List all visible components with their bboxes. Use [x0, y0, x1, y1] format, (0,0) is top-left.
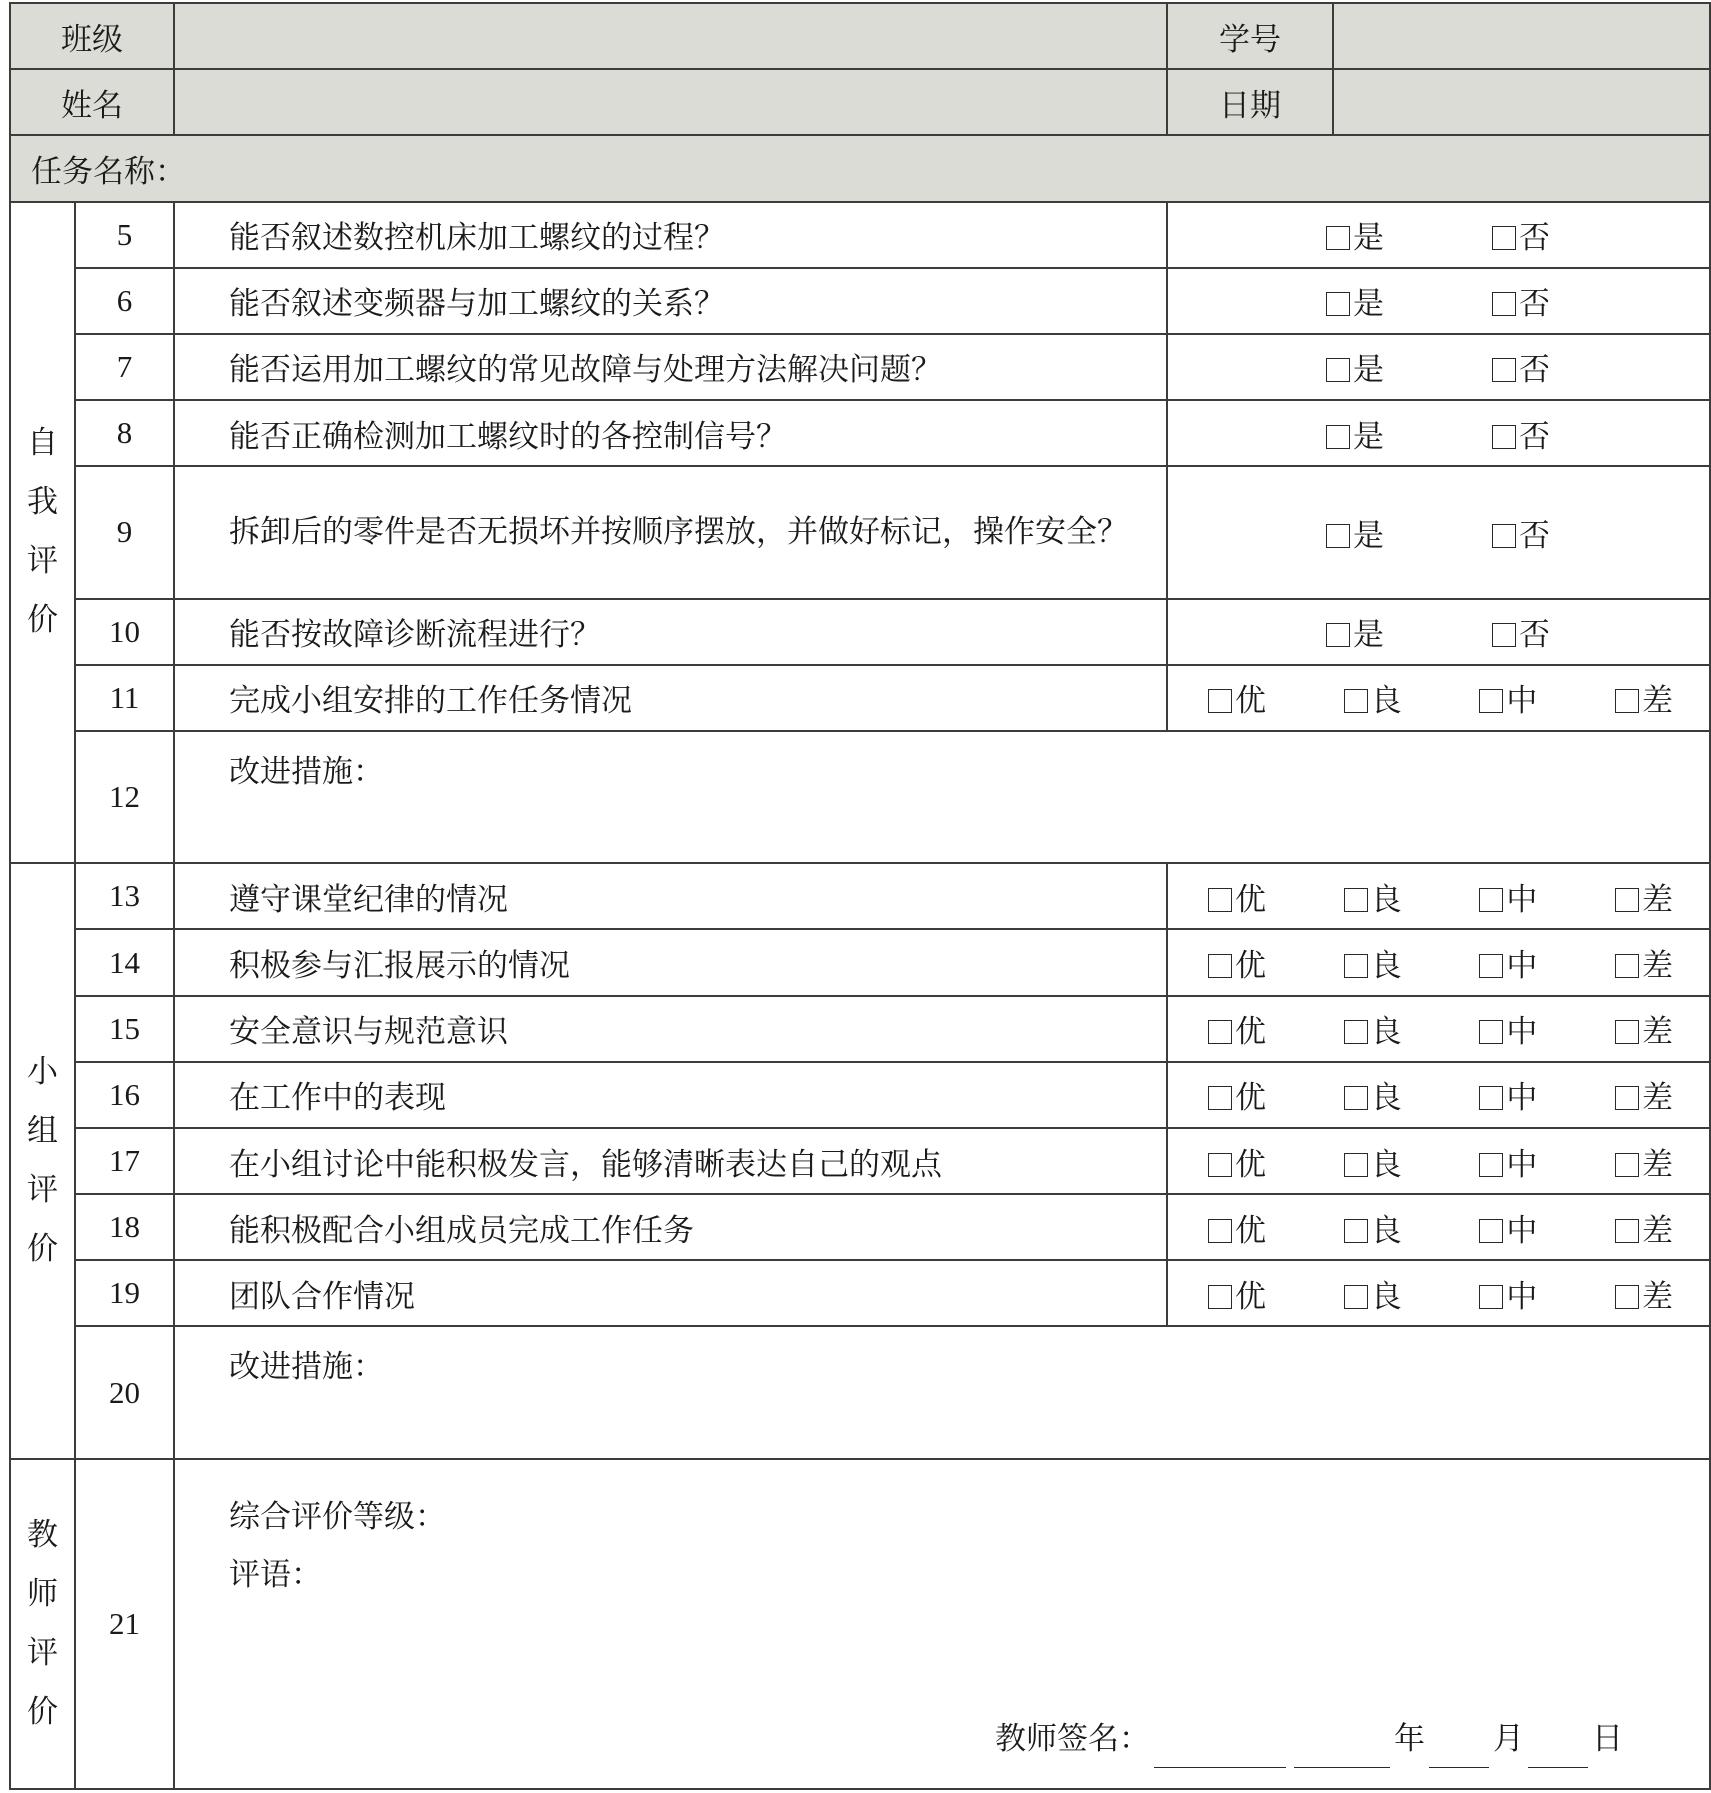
excellent-checkbox[interactable]: 优 — [1208, 1271, 1266, 1316]
signature-line — [995, 1710, 1623, 1768]
excellent-checkbox[interactable]: 优 — [1208, 1139, 1266, 1184]
yes-no-options — [1167, 202, 1710, 268]
excellent-checkbox[interactable]: 优 — [1208, 1072, 1266, 1117]
question-text: 能否叙述变频器与加工螺纹的关系？ — [174, 268, 1167, 334]
row-number: 16 — [75, 1062, 174, 1128]
excellent-checkbox[interactable]: 优 — [1208, 1205, 1266, 1250]
month-label: 月 — [1493, 1721, 1524, 1757]
poor-checkbox[interactable]: 差 — [1615, 1139, 1673, 1184]
teacher-eval-section-label — [10, 1459, 75, 1789]
no-checkbox[interactable]: 否 — [1492, 609, 1550, 654]
poor-checkbox[interactable]: 差 — [1615, 675, 1673, 720]
row-number: 8 — [75, 400, 174, 466]
name-field[interactable] — [174, 69, 1167, 135]
poor-checkbox[interactable]: 差 — [1615, 1006, 1673, 1051]
row-number: 5 — [75, 202, 174, 268]
yes-no-options — [1167, 268, 1710, 334]
good-checkbox[interactable]: 良 — [1344, 940, 1402, 985]
name-label: 姓名 — [10, 69, 174, 135]
yes-no-options — [1167, 400, 1710, 466]
row-number: 6 — [75, 268, 174, 334]
poor-checkbox[interactable]: 差 — [1615, 1072, 1673, 1117]
row-number: 7 — [75, 334, 174, 400]
medium-checkbox[interactable]: 中 — [1479, 874, 1537, 919]
yes-no-options — [1167, 334, 1710, 400]
good-checkbox[interactable]: 良 — [1344, 1205, 1402, 1250]
teacher-eval-char-1: 教 — [27, 1516, 58, 1553]
yes-checkbox[interactable]: 是 — [1326, 609, 1384, 654]
question-text: 团队合作情况 — [174, 1260, 1167, 1326]
good-checkbox[interactable]: 良 — [1344, 1006, 1402, 1051]
grade-options — [1167, 929, 1710, 995]
date-label: 日期 — [1167, 69, 1333, 135]
improvement-label: 改进措施： — [229, 1349, 384, 1386]
grade-options — [1167, 1194, 1710, 1260]
medium-checkbox[interactable]: 中 — [1479, 1006, 1537, 1051]
date-field[interactable] — [1333, 69, 1710, 135]
grade-options — [1167, 996, 1710, 1062]
question-text: 能积极配合小组成员完成工作任务 — [174, 1194, 1167, 1260]
good-checkbox[interactable]: 良 — [1344, 1139, 1402, 1184]
student-id-field[interactable] — [1333, 3, 1710, 69]
teacher-eval-char-2: 师 — [27, 1575, 58, 1612]
medium-checkbox[interactable]: 中 — [1479, 675, 1537, 720]
poor-checkbox[interactable]: 差 — [1615, 874, 1673, 919]
day-label: 日 — [1592, 1721, 1623, 1757]
question-text: 能否正确检测加工螺纹时的各控制信号？ — [174, 400, 1167, 466]
yes-no-options — [1167, 599, 1710, 665]
question-text: 在小组讨论中能积极发言，能够清晰表达自己的观点 — [174, 1128, 1167, 1194]
no-checkbox[interactable]: 否 — [1492, 510, 1550, 555]
excellent-checkbox[interactable]: 优 — [1208, 940, 1266, 985]
row-number: 12 — [75, 731, 174, 863]
class-label: 班级 — [10, 3, 174, 69]
year-blank[interactable] — [1294, 1735, 1390, 1768]
grade-options — [1167, 863, 1710, 929]
group-eval-char-4: 价 — [27, 1231, 58, 1268]
row-number: 14 — [75, 929, 174, 995]
teacher-eval-char-4: 价 — [27, 1693, 58, 1730]
group-eval-section-label — [10, 863, 75, 1459]
self-eval-char-1: 自 — [27, 425, 58, 462]
class-field[interactable] — [174, 3, 1167, 69]
self-improvement-field[interactable] — [174, 731, 1710, 863]
group-eval-char-3: 评 — [27, 1172, 58, 1209]
self-eval-char-2: 我 — [27, 484, 58, 521]
month-blank[interactable] — [1429, 1735, 1489, 1768]
no-checkbox[interactable]: 否 — [1492, 344, 1550, 389]
year-label: 年 — [1394, 1721, 1425, 1757]
row-number: 15 — [75, 996, 174, 1062]
no-checkbox[interactable]: 否 — [1492, 212, 1550, 257]
yes-checkbox[interactable]: 是 — [1326, 278, 1384, 323]
poor-checkbox[interactable]: 差 — [1615, 1271, 1673, 1316]
student-id-label: 学号 — [1167, 3, 1333, 69]
evaluation-form — [9, 2, 1711, 1790]
row-number: 19 — [75, 1260, 174, 1326]
medium-checkbox[interactable]: 中 — [1479, 1205, 1537, 1250]
yes-checkbox[interactable]: 是 — [1326, 344, 1384, 389]
excellent-checkbox[interactable]: 优 — [1208, 1006, 1266, 1051]
no-checkbox[interactable]: 否 — [1492, 278, 1550, 323]
self-eval-char-4: 价 — [27, 602, 58, 639]
group-eval-char-2: 组 — [27, 1113, 58, 1150]
good-checkbox[interactable]: 良 — [1344, 675, 1402, 720]
day-blank[interactable] — [1528, 1735, 1588, 1768]
medium-checkbox[interactable]: 中 — [1479, 1139, 1537, 1184]
poor-checkbox[interactable]: 差 — [1615, 940, 1673, 985]
question-text: 安全意识与规范意识 — [174, 996, 1167, 1062]
teacher-eval-char-3: 评 — [27, 1634, 58, 1671]
row-number: 11 — [75, 665, 174, 731]
row-number: 9 — [75, 466, 174, 598]
row-number: 21 — [75, 1459, 174, 1789]
question-text: 能否按故障诊断流程进行？ — [174, 599, 1167, 665]
yes-checkbox[interactable]: 是 — [1326, 212, 1384, 257]
question-text: 能否叙述数控机床加工螺纹的过程？ — [174, 202, 1167, 268]
question-text: 遵守课堂纪律的情况 — [174, 863, 1167, 929]
yes-checkbox[interactable]: 是 — [1326, 411, 1384, 456]
good-checkbox[interactable]: 良 — [1344, 1072, 1402, 1117]
self-eval-char-3: 评 — [27, 543, 58, 580]
no-checkbox[interactable]: 否 — [1492, 411, 1550, 456]
question-text: 完成小组安排的工作任务情况 — [174, 665, 1167, 731]
yes-checkbox[interactable]: 是 — [1326, 510, 1384, 555]
medium-checkbox[interactable]: 中 — [1479, 940, 1537, 985]
poor-checkbox[interactable]: 差 — [1615, 1205, 1673, 1250]
teacher-comment-field[interactable] — [174, 1459, 1710, 1789]
grade-options — [1167, 1260, 1710, 1326]
row-number: 20 — [75, 1326, 174, 1458]
improvement-label: 改进措施： — [229, 753, 384, 790]
question-text: 拆卸后的零件是否无损坏并按顺序摆放，并做好标记，操作安全？ — [174, 466, 1167, 598]
signature-label: 教师签名： — [995, 1721, 1150, 1757]
self-eval-section-label — [10, 202, 75, 864]
question-text: 能否运用加工螺纹的常见故障与处理方法解决问题？ — [174, 334, 1167, 400]
medium-checkbox[interactable]: 中 — [1479, 1072, 1537, 1117]
group-improvement-field[interactable] — [174, 1326, 1710, 1458]
question-text: 在工作中的表现 — [174, 1062, 1167, 1128]
task-name-row[interactable] — [10, 135, 1710, 201]
excellent-checkbox[interactable]: 优 — [1208, 675, 1266, 720]
excellent-checkbox[interactable]: 优 — [1208, 874, 1266, 919]
grade-options — [1167, 665, 1710, 731]
grade-options — [1167, 1128, 1710, 1194]
signature-blank[interactable] — [1154, 1735, 1286, 1768]
row-number: 17 — [75, 1128, 174, 1194]
task-name-label: 任务名称： — [31, 153, 186, 190]
good-checkbox[interactable]: 良 — [1344, 874, 1402, 919]
yes-no-options — [1167, 466, 1710, 598]
grade-options — [1167, 1062, 1710, 1128]
question-text: 积极参与汇报展示的情况 — [174, 929, 1167, 995]
row-number: 10 — [75, 599, 174, 665]
group-eval-char-1: 小 — [27, 1054, 58, 1091]
medium-checkbox[interactable]: 中 — [1479, 1271, 1537, 1316]
good-checkbox[interactable]: 良 — [1344, 1271, 1402, 1316]
comment-label: 评语： — [229, 1556, 322, 1593]
row-number: 13 — [75, 863, 174, 929]
row-number: 18 — [75, 1194, 174, 1260]
overall-grade-label: 综合评价等级： — [229, 1498, 446, 1535]
